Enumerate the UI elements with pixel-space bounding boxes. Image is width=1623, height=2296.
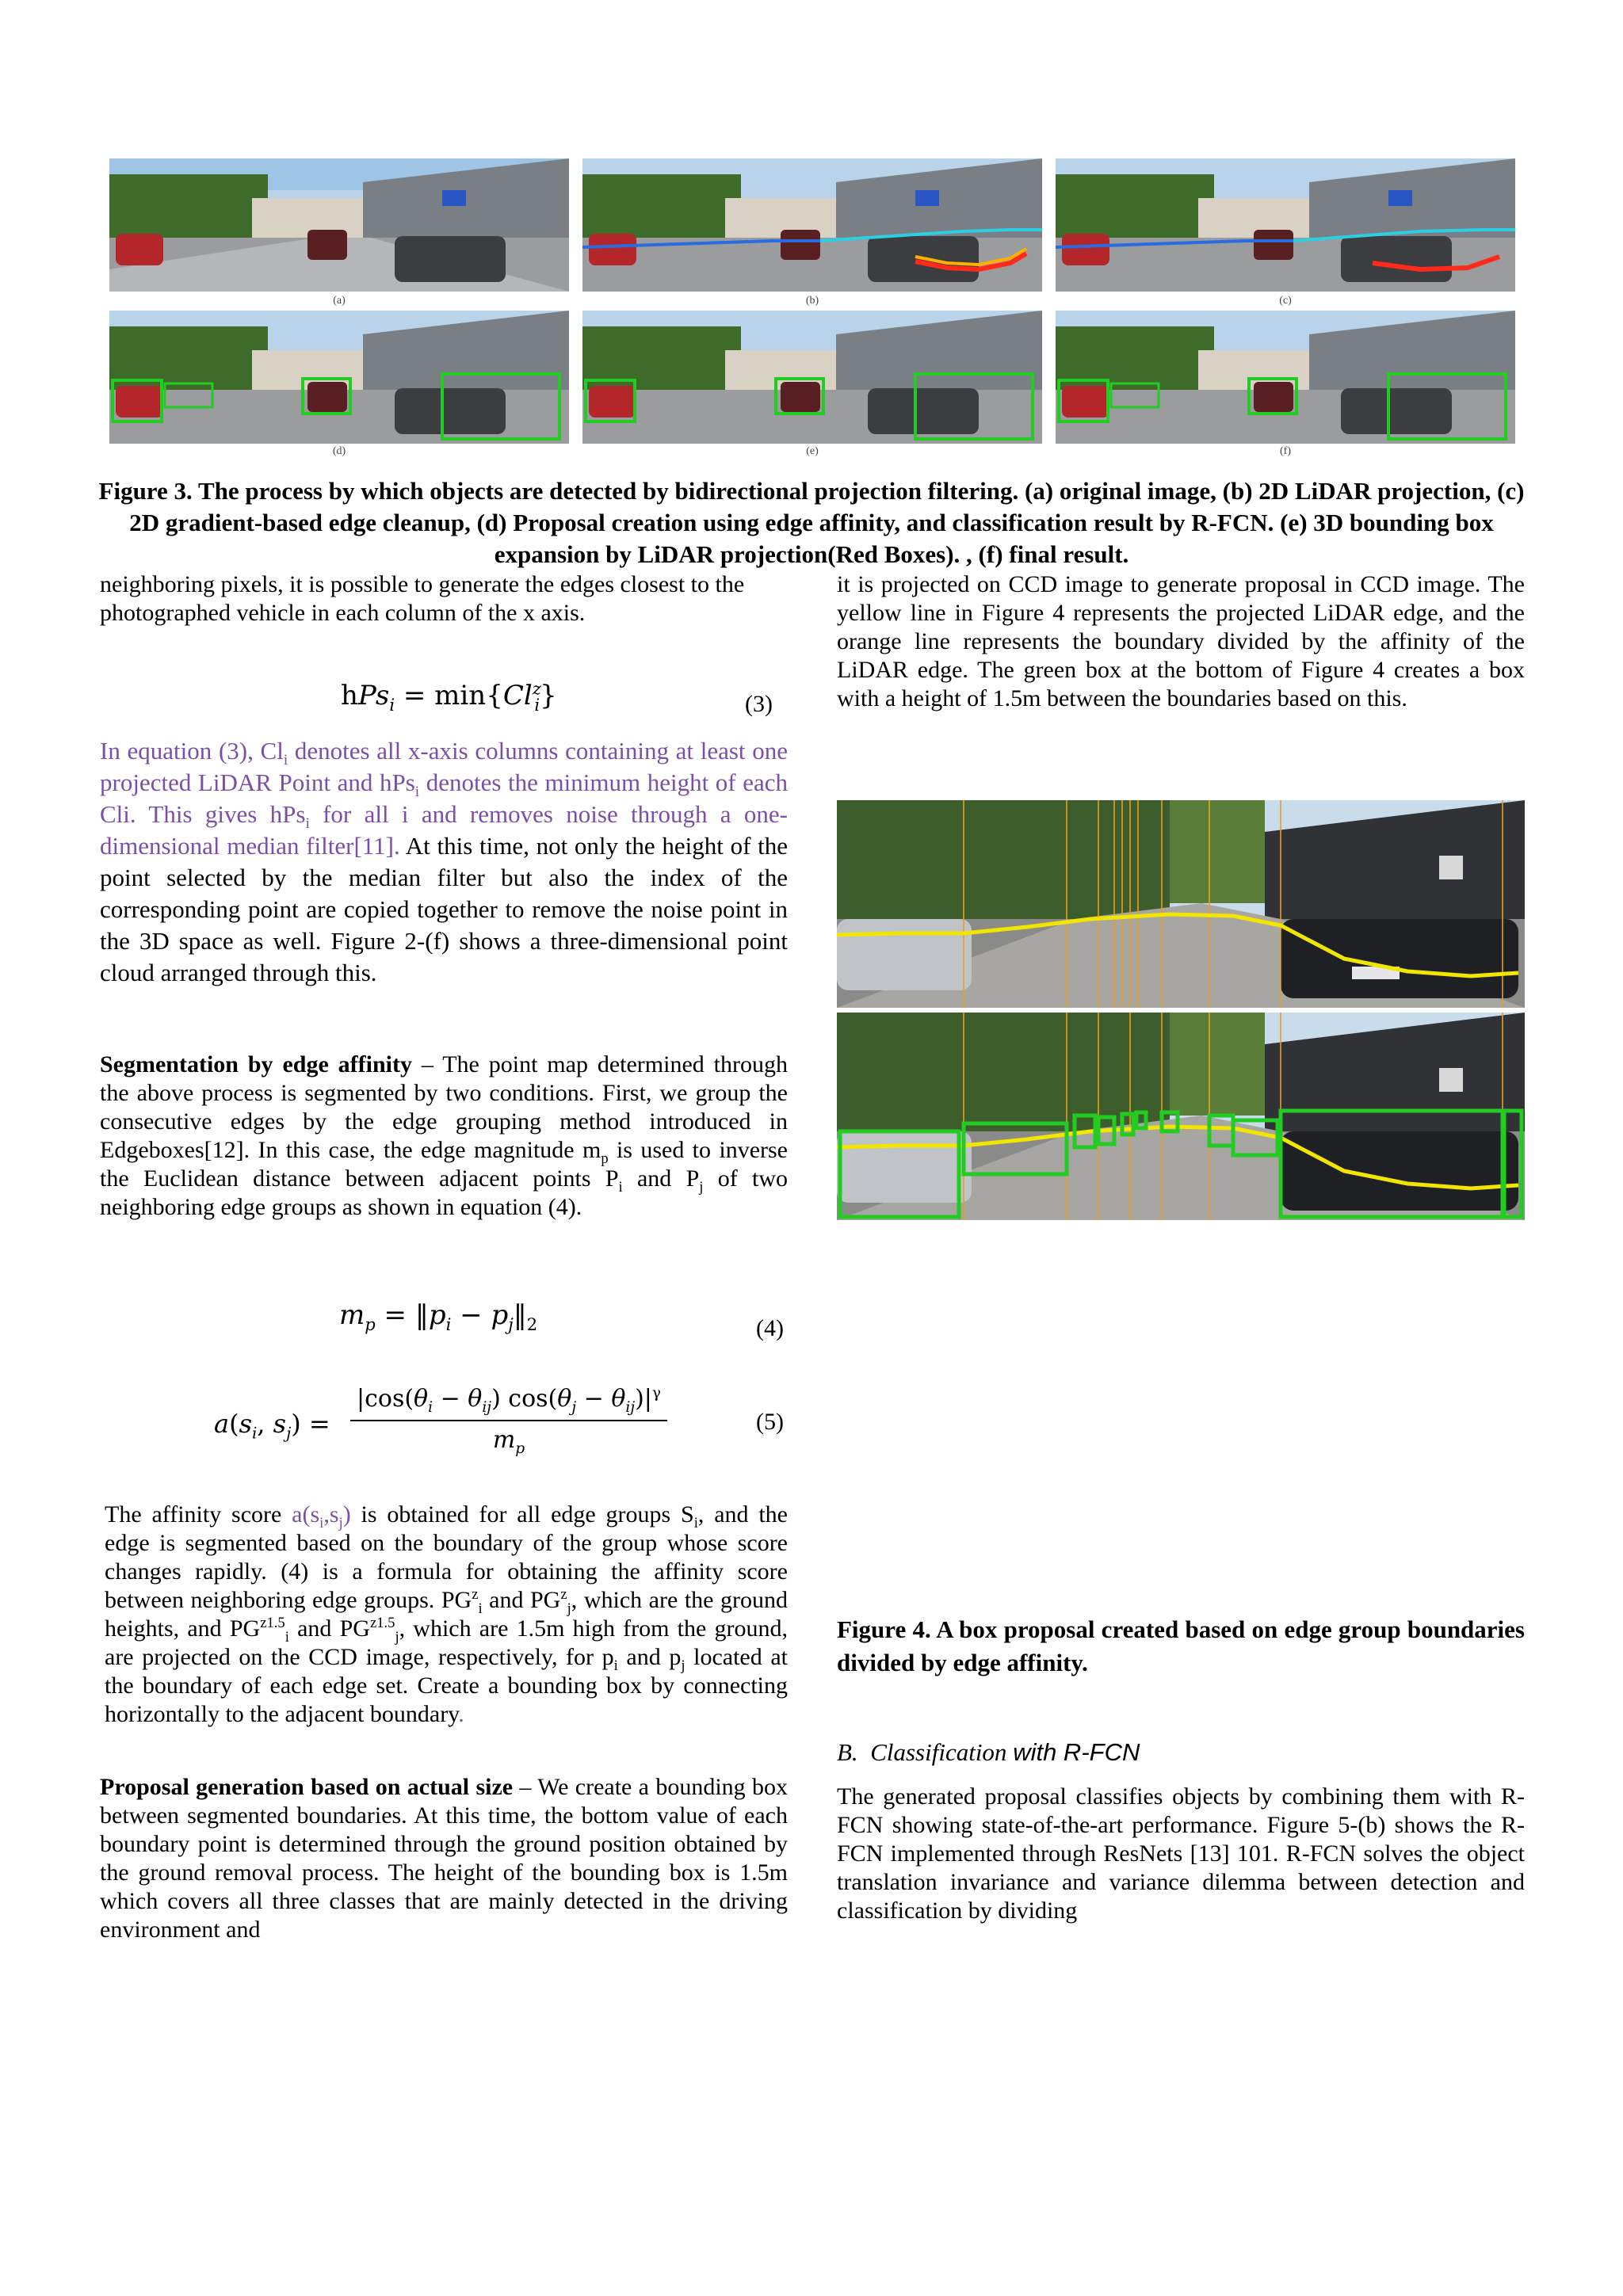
figure3-label-d: (d) xyxy=(332,445,346,457)
left-paragraph-segmentation: Segmentation by edge affinity – The point map determined through the above process is segmented by two conditions. First, we group the consecutive edges by the edge grouping method introduced in Edgeboxes[12]. In this case, the edge magnitude $m_p$ is used to inverse the Euclidean distance between adjacent points $P_i$ and $P_j$ of two neighboring edge groups as shown in equation (4). xyxy=(100,1051,788,1220)
left-paragraph-affinity: The affinity score $a(s_i,s_j)$ is obtained for all edge groups $S_i$, and the edge is segmented based on the boundary of the group whose score changes rapidly. (4) is a formula for obtaining the affinity score between neighboring edge groups. $PG^z_i$ and $PG^z_j$, which are the ground heights, and $PG^{z1.5}_i$ and $PG^{z1.5}_j$, which are 1.5m high from the ground, are projected on the CCD image, respectively, for $p_i$ and $p_j$ located at the boundary of each edge set. Create a bounding box by connecting horizontally to the adjacent boundary. xyxy=(105,1501,789,1727)
figure3-panel-a xyxy=(109,158,569,292)
left-paragraph-proposal: Proposal generation based on actual size – We create a bounding box between segmented boundaries. At this time, the bottom value of each boundary point is determined through the ground position obtained by the ground removal process. The height of the bounding box is 1.5m which covers all three classes that are mainly detected in the driving environment and xyxy=(100,1774,788,1943)
equation-5-number: (5) xyxy=(756,1409,784,1435)
equation-3: $hPs_i = \min\{Cl^z_i\}$ xyxy=(341,678,557,715)
figure3-label-a: (a) xyxy=(333,295,346,307)
figure3-panel-e xyxy=(582,311,1042,444)
figure3-label-f: (f) xyxy=(1280,445,1291,457)
left-paragraph-1: neighboring pixels, it is possible to generate the edges closest to the photographed vehicle in each column of the x axis. xyxy=(100,571,745,626)
equation-4: $m_p$ = $‖p_i$ − $p_j‖_2$ xyxy=(339,1299,538,1334)
section-heading-b: B. Classification with R-FCN xyxy=(837,1738,1140,1766)
figure3-panel-b xyxy=(582,158,1042,292)
equation-5: $a(s_i$, $s_j$) = $|\cos(\theta_i - \theta_{ij}) \cos(\theta_j - \theta_{ij})|^\gamma$ $m_p$ xyxy=(214,1385,689,1456)
right-paragraph-1: it is projected on CCD image to generate proposal in CCD image. The yellow line in Figure 4 represents the projected LiDAR edge, and the orange line represents the boundary divided by the affinity of the LiDAR edge. The green box at the bottom of Figure 4 creates a box with a height of 1.5m between the boundaries based on this. xyxy=(837,571,1525,711)
affinity-score-term: $a(s_i,s_j)$ xyxy=(292,1501,351,1531)
figure4-top-image xyxy=(837,800,1525,1008)
figure3-panel-c xyxy=(1056,158,1515,292)
figure4-bottom-image xyxy=(837,1013,1525,1220)
figure3-panel-d xyxy=(109,311,569,444)
figure3-label-b: (b) xyxy=(805,295,819,307)
segmentation-heading: Segmentation by edge affinity xyxy=(100,1051,412,1077)
figure3-label-c: (c) xyxy=(1279,295,1292,307)
left-paragraph-2: In equation (3), $Cl_i$ denotes all x-axis columns containing at least one projected LiDAR Point and hPs$_i$ denotes the minimum height of each Cli. This gives hPs$_i$ for all i and removes noise through a one-dimensional median filter[11]. At this time, not only the height of the point selected by the median filter but also the index of the corresponding point are copied together to remove the noise point in the 3D space as well. Figure 2-(f) shows a three-dimensional point cloud arranged through this. xyxy=(100,737,789,986)
proposal-heading: Proposal generation based on actual size xyxy=(100,1774,514,1800)
figure3-panel-f xyxy=(1056,311,1515,444)
equation-3-number: (3) xyxy=(745,691,773,717)
figure3-caption: Figure 3. The process by which objects are detected by bidirectional projection filtering. (a) original image, (b) 2D LiDAR projection, (c) 2D gradient-based edge cleanup, (d) Proposal creation using edge affinity, and classification result by R-FCN. (e) 3D bounding box expansion by LiDAR projection(Red Boxes). , (f) final result. xyxy=(98,477,1525,568)
equation-3-explanation: In equation (3), $Cl_i$ denotes all x-axis columns containing at least one projected LiDAR Point and hPs$_i$ denotes the minimum height of each Cli. This gives hPs$_i$ for all i and removes noise through a one-dimensional median filter[11]. xyxy=(100,737,789,860)
figure3-label-e: (e) xyxy=(806,445,819,457)
equation-4-number: (4) xyxy=(756,1315,784,1341)
right-paragraph-2: The generated proposal classifies objects by combining them with R-FCN showing state-of-the-art performance. Figure 5-(b) shows the R-FCN implemented through ResNets [13] 101. R-FCN solves the object translation invariance and variance dilemma between detection and classification by dividing xyxy=(837,1783,1525,1924)
figure4-caption: Figure 4. A box proposal created based on edge group boundaries divided by edge affinity. xyxy=(837,1615,1525,1676)
